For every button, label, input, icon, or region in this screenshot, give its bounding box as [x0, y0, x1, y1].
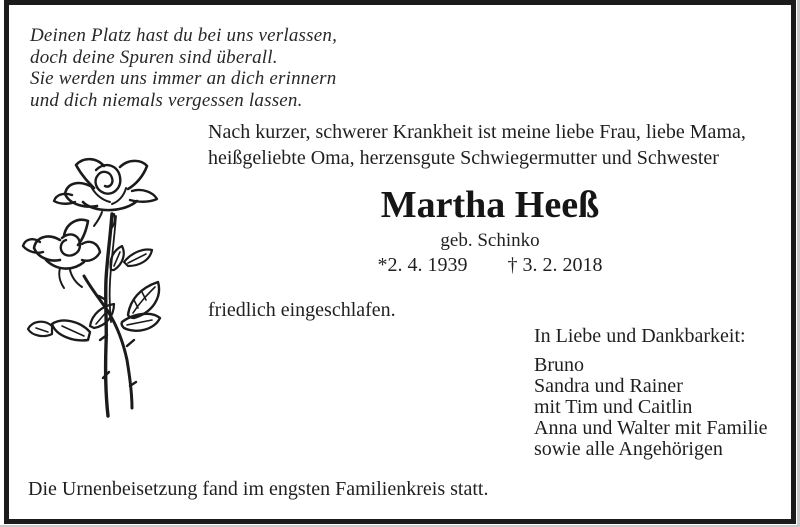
announcement-line: Nach kurzer, schwerer Krankheit ist meine liebe Frau, liebe Mama,: [208, 121, 746, 143]
mourner-name: mit Tim und Caitlin: [534, 396, 693, 418]
epigraph-line: Deinen Platz hast du bei uns verlassen,: [30, 25, 338, 46]
mourning-heading: In Liebe und Dankbarkeit:: [534, 325, 746, 347]
burial-notice-line: Die Urnenbeisetzung fand im engsten Familienkreis statt.: [28, 478, 489, 500]
mourners-list: [534, 355, 768, 460]
mourner-name: Bruno: [534, 354, 584, 376]
announcement-line: heißgeliebte Oma, herzensgute Schwiegermutter und Schwester: [208, 147, 719, 169]
roses-illustration: [10, 150, 200, 450]
announcement-text: [208, 119, 746, 171]
closing-line: friedlich eingeschlafen.: [208, 299, 396, 321]
epigraph-line: Sie werden uns immer an dich erinnern: [30, 68, 337, 89]
mourner-name: Sandra und Rainer: [534, 375, 683, 397]
mourner-name: Anna und Walter mit Familie: [534, 417, 768, 439]
epigraph-line: und dich niemals vergessen lassen.: [30, 89, 303, 111]
epigraph-line: doch deine Spuren sind überall.: [30, 46, 278, 68]
life-dates: [208, 253, 772, 278]
deceased-name: Martha Heeß: [380, 184, 600, 226]
birth-date: *2. 4. 1939: [377, 254, 468, 276]
mourner-name: sowie alle Angehörigen: [534, 438, 723, 460]
death-date: † 3. 2. 2018: [507, 254, 603, 276]
epigraph: [30, 25, 337, 111]
deceased-birth-name: geb. Schinko: [440, 230, 540, 251]
